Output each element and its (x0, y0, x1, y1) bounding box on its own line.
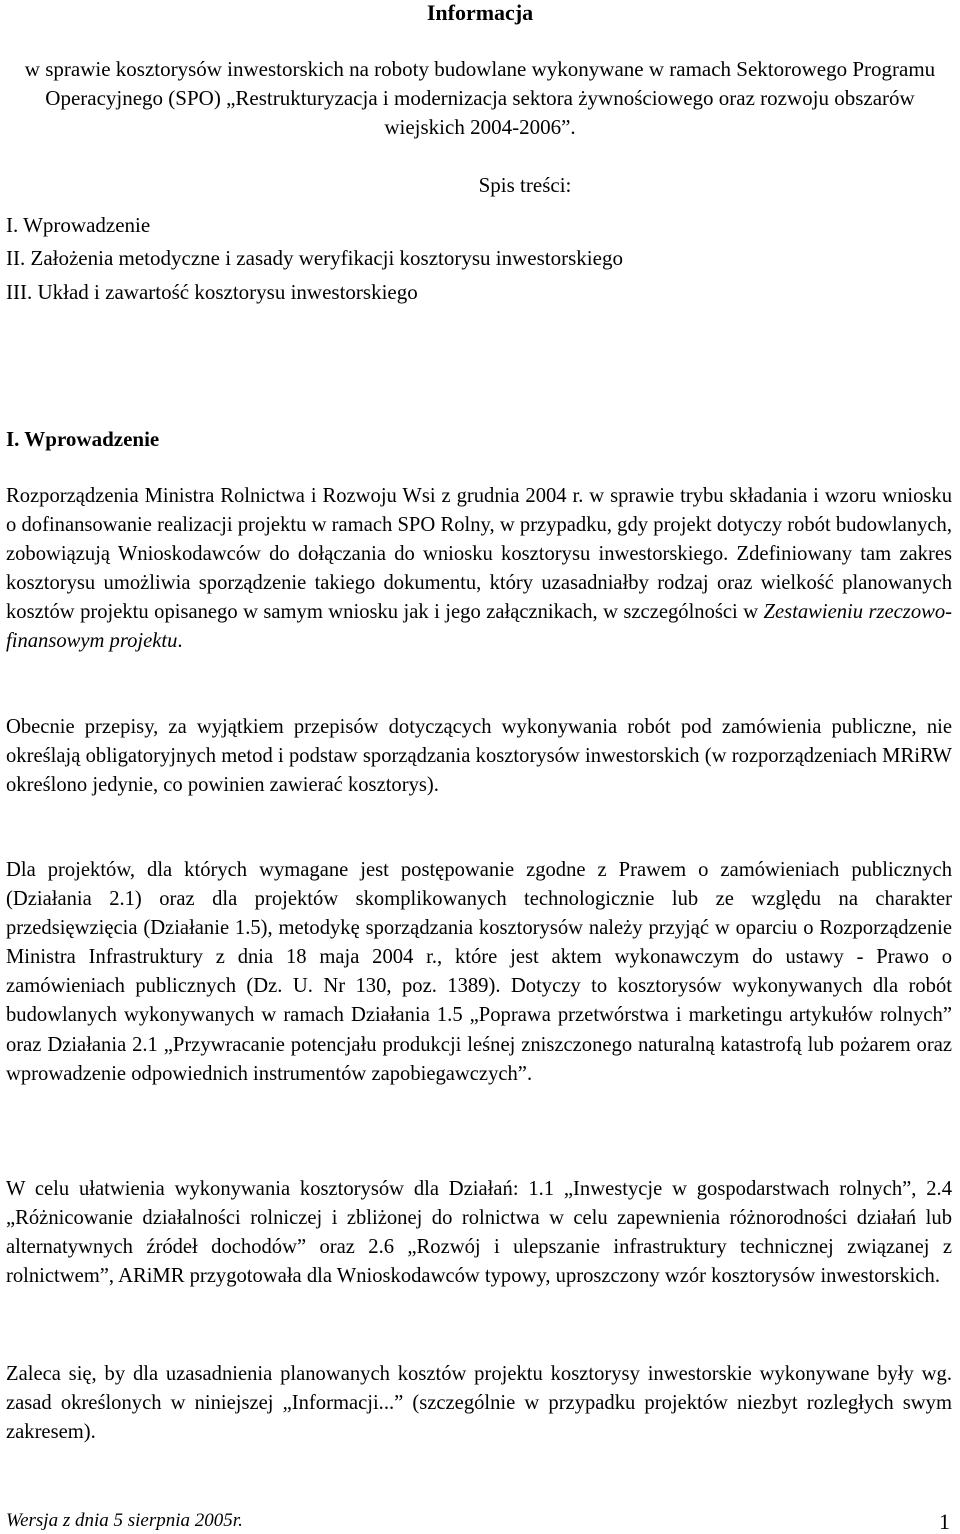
paragraph-1-italic: Zestawieniu rzeczowo-finansowym projektu (6, 601, 953, 653)
toc-heading: Spis treści: (478, 173, 572, 197)
paragraph-5: Zaleca się, by dla uzasadnienia planowanych kosztów projektu kosztorysy inwestorskie wykonywane były wg. zasad określonych w niniejszej „Informacji...” (szczególnie w przypadku projektów niezbyt rozległych swym zakresem). (6, 1363, 952, 1444)
paragraph-1 (6, 482, 952, 657)
document-subtitle: w sprawie kosztorysów inwestorskich na roboty budowlane wykonywane w ramach Sektorowego Programu Operacyjnego (SPO) „Restrukturyzacja i modernizacja sektora żywnościowego oraz rozwoju obszarów wiejskich 2004-2006”. (24, 57, 936, 139)
toc-item-introduction: I. Wprowadzenie (6, 213, 151, 237)
paragraph-1-text: Rozporządzenia Ministra Rolnictwa i Rozwoju Wsi z grudnia 2004 r. w sprawie trybu składania i wzoru wniosku o dofinansowanie realizacji projektu w ramach SPO Rolny, w przypadku, gdy projekt dotyczy robót budowlanych, zobowiązują Wnioskodawców do dołączania do wniosku kosztorysu inwestorskiego. Zdefiniowany tam zakres kosztorysu umożliwia sporządzenie takiego dokumentu, który uzasadniałby rodzaj oraz wielkość planowanych kosztów projektu opisanego w samym wniosku jak i jego załącznikach, w szczególności w (6, 485, 952, 624)
footer-version: Wersja z dnia 5 sierpnia 2005r. (6, 1510, 243, 1531)
paragraph-3: Dla projektów, dla których wymagane jest postępowanie zgodne z Prawem o zamówieniach publicznych (Działania 2.1) oraz dla projektów skomplikowanych technologicznie lub ze względu na charakter przedsięwzięcia (Działanie 1.5), metodykę sporządzania kosztorysów należy przyjąć w oparciu o Rozporządzenie Ministra Infrastruktury z dnia 18 maja 2004 r., które jest aktem wykonawczym do ustawy - Prawo o zamówieniach publicznych (Dz. U. Nr 130, poz. 1389). Dotyczy to kosztorysów wykonywanych dla robót budowlanych wykonywanych w ramach Działania 1.5 „Poprawa przetwórstwa i marketingu artykułów rolnych” oraz Działania 2.1 „Przywracanie potencjału produkcji leśnej zniszczonego naturalną katastrofą lub pożarem oraz wprowadzenie odpowiednich instrumentów zapobiegawczych”. (6, 859, 952, 1085)
paragraph-2: Obecnie przepisy, za wyjątkiem przepisów dotyczących wykonywania robót pod zamówienia publiczne, nie określają obligatoryjnych metod i podstaw sporządzania kosztorysów inwestorskich (w rozporządzeniach MRiRW określono jedynie, co powinien zawierać kosztorys). (6, 716, 952, 797)
toc-item-structure: III. Układ i zawartość kosztorysu inwestorskiego (6, 280, 418, 304)
page-number: 1 (939, 1509, 950, 1534)
toc-item-methodology: II. Założenia metodyczne i zasady weryfikacji kosztorysu inwestorskiego (6, 246, 623, 270)
paragraph-1-end: . (177, 630, 183, 653)
document-title: Informacja (426, 0, 534, 25)
paragraph-4: W celu ułatwienia wykonywania kosztorysów dla Działań: 1.1 „Inwestycje w gospodarstwach rolnych”, 2.4 „Różnicowanie działalności rolniczej i zbliżonej do rolnictwa w celu zapewnienia różnorodności działań lub alternatywnych źródeł dochodów” oraz 2.6 „Rozwój i ulepszanie infrastruktury technicznej związanej z rolnictwem”, ARiMR przygotowała dla Wnioskodawców typowy, uproszczony wzór kosztorysów inwestorskich. (6, 1178, 952, 1288)
section-heading: I. Wprowadzenie (6, 427, 160, 451)
